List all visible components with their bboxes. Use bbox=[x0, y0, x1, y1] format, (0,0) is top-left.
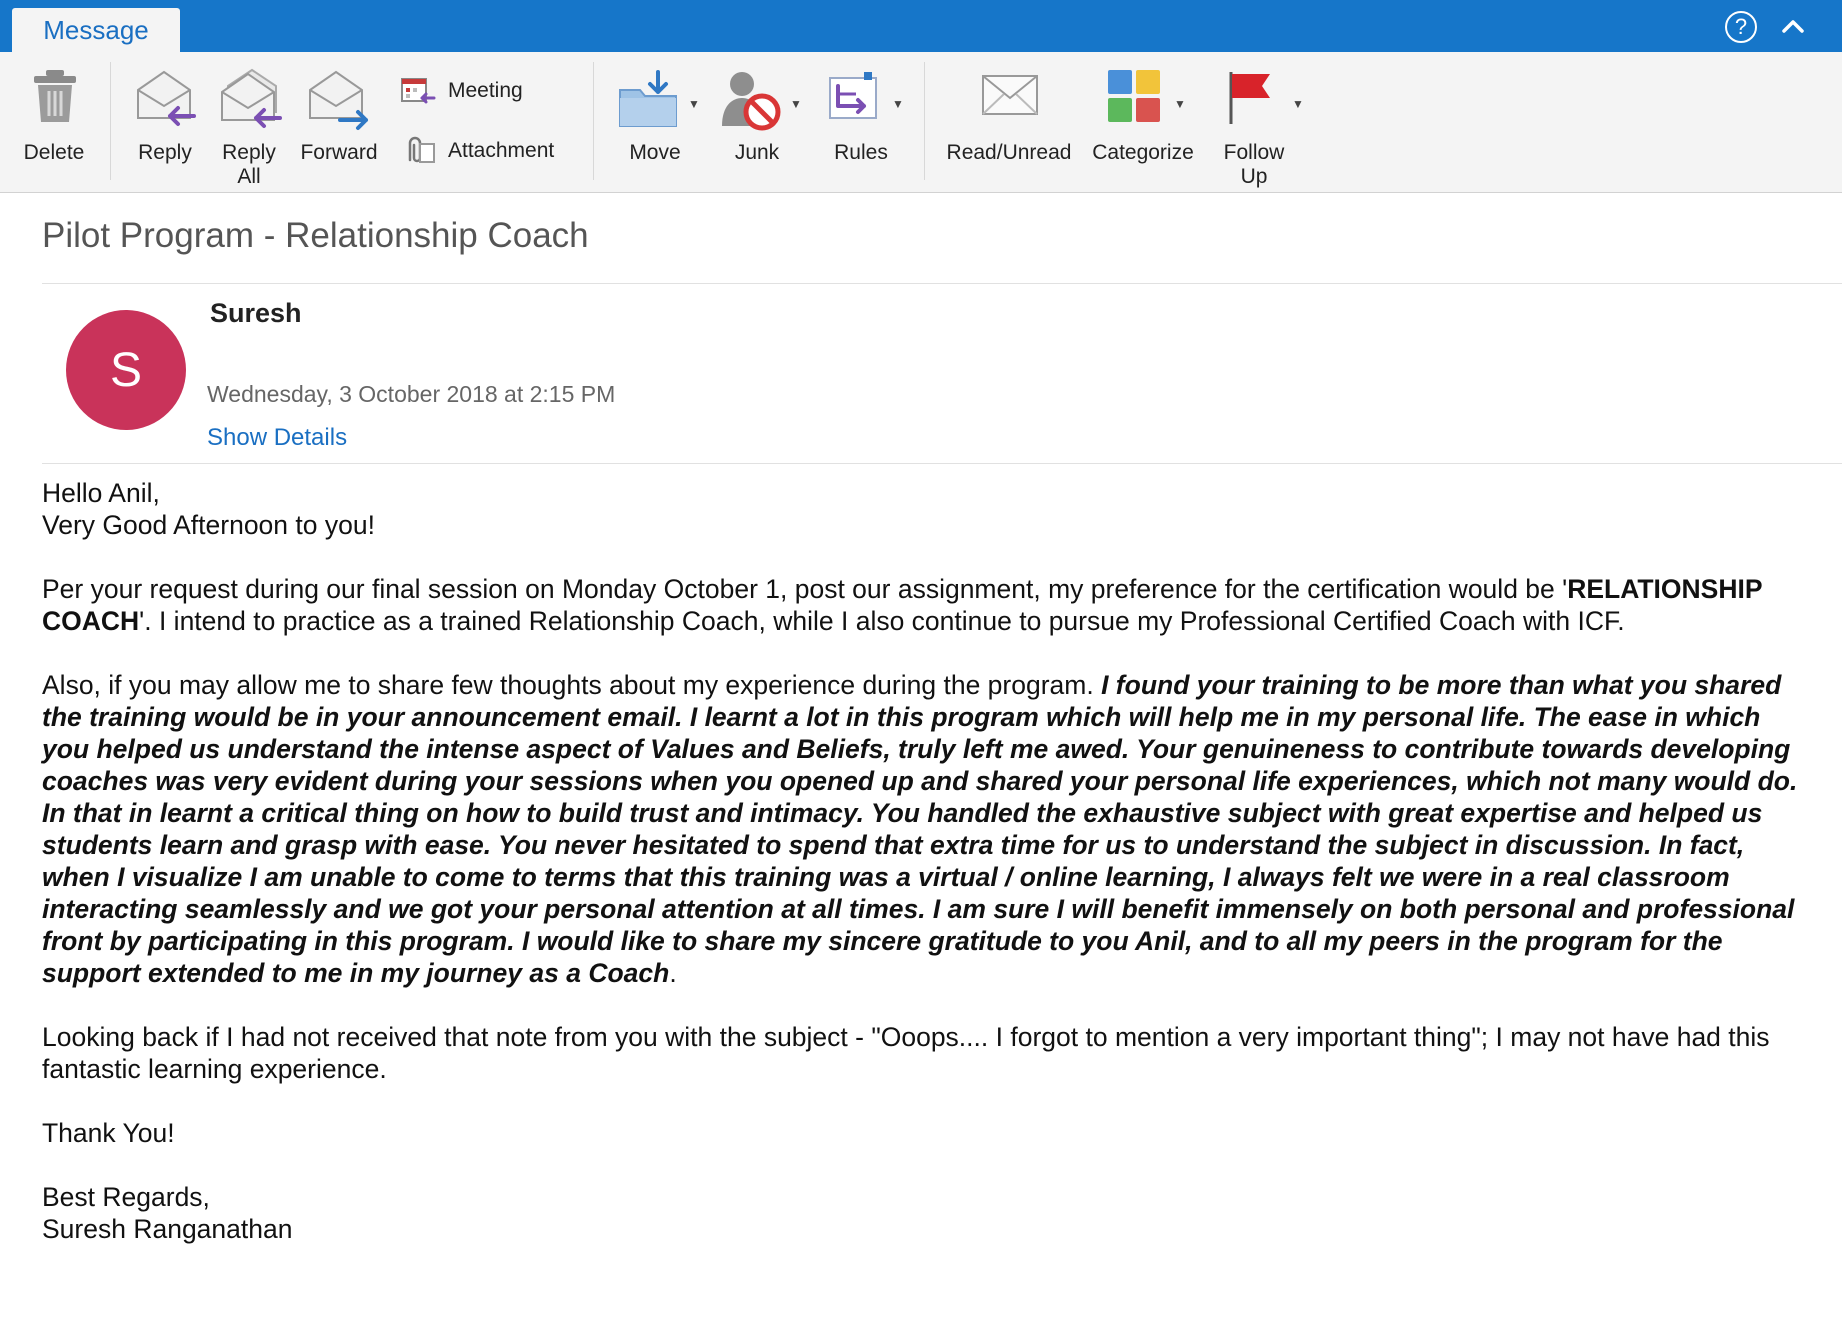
paperclip-icon bbox=[400, 136, 436, 166]
meeting-label: Meeting bbox=[448, 79, 523, 102]
body-paragraph-1 bbox=[42, 573, 1812, 637]
rules-icon bbox=[826, 68, 886, 132]
rules-label: Rules bbox=[834, 141, 888, 164]
reply-icon bbox=[134, 68, 198, 132]
reply-all-label bbox=[208, 141, 290, 189]
body-paragraph-2 bbox=[42, 669, 1812, 989]
move-dropdown-icon[interactable]: ▼ bbox=[688, 97, 700, 111]
body-p1-end: '. I intend to practice as a trained Relationship Coach, while I also continue to pursue my Professional Certified Coach with ICF. bbox=[139, 606, 1625, 636]
body-thanks: Thank You! bbox=[42, 1118, 175, 1148]
message-date: Wednesday, 3 October 2018 at 2:15 PM bbox=[207, 381, 616, 407]
reply-all-icon bbox=[218, 68, 284, 132]
forward-button[interactable] bbox=[294, 52, 384, 192]
rules-dropdown-icon[interactable]: ▼ bbox=[892, 97, 904, 111]
trash-icon bbox=[32, 68, 78, 124]
follow-up-label-line1: Follow bbox=[1223, 141, 1285, 164]
help-icon[interactable]: ? bbox=[1725, 11, 1757, 43]
reply-label: Reply bbox=[138, 141, 192, 164]
junk-label: Junk bbox=[734, 141, 780, 164]
tab-message[interactable]: Message bbox=[12, 8, 180, 52]
ribbon-divider bbox=[924, 62, 925, 180]
move-label: Move bbox=[629, 141, 681, 164]
envelope-icon bbox=[980, 68, 1040, 118]
read-unread-button[interactable] bbox=[942, 52, 1076, 192]
reply-all-button[interactable] bbox=[208, 52, 290, 192]
read-unread-label: Read/Unread bbox=[946, 141, 1072, 164]
categorize-dropdown-icon[interactable]: ▼ bbox=[1174, 97, 1186, 111]
title-bar bbox=[0, 0, 1842, 52]
header-divider bbox=[42, 283, 1842, 284]
ribbon-divider bbox=[593, 62, 594, 180]
body-greeting: Hello Anil, bbox=[42, 478, 160, 508]
body-greeting-2: Very Good Afternoon to you! bbox=[42, 510, 375, 540]
body-p1-start: Per your request during our final session on Monday October 1, post our assignment, my preference for the certification would be ' bbox=[42, 574, 1568, 604]
follow-up-label bbox=[1210, 141, 1298, 189]
attachment-label: Attachment bbox=[448, 139, 555, 162]
collapse-ribbon-icon[interactable] bbox=[1780, 14, 1806, 38]
attachment-button[interactable] bbox=[400, 136, 554, 166]
message-subject: Pilot Program - Relationship Coach bbox=[42, 216, 589, 255]
follow-up-button[interactable] bbox=[1210, 52, 1304, 192]
body-regards: Best Regards, bbox=[42, 1182, 210, 1212]
ribbon-divider bbox=[110, 62, 111, 180]
reply-all-label-line2: All bbox=[237, 165, 261, 188]
move-folder-icon bbox=[618, 68, 682, 132]
body-paragraph-3: Looking back if I had not received that note from you with the subject - "Ooops.... I forgot to mention a very important thing"; I may not have had this fantastic learning experience. bbox=[42, 1022, 1770, 1084]
follow-up-dropdown-icon[interactable]: ▼ bbox=[1292, 97, 1304, 111]
move-button[interactable] bbox=[612, 52, 698, 192]
body-signature: Suresh Ranganathan bbox=[42, 1214, 293, 1244]
body-p2-emphasis: I found your training to be more than what you shared the training would be in your announcement email. I learnt a lot in this program which will help me in my personal life. The ease in which you helped us understand the intense aspect of Values and Beliefs, truly left me awed. Your genuineness to contribute towards developing coaches was very evident during your sessions when you opened up and shared your personal life experiences, which not many would do. In that in learnt a critical thing on how to build trust and intimacy. You handled the exhaustive subject with great expertise and helped us students learn and grasp with ease. You never hesitated to spend that extra time for us to understand the subject in discussion. In fact, when I visualize I am unable to come to terms that this training was a virtual / online learning, I always felt we were in a real classroom interacting seamlessly and we got your personal attention at all times. I am sure I will benefit immensely on both personal and professional front by participating in this program. I would like to share my sincere gratitude to you Anil, and to all my peers in the program for the support extended to me in my journey as a Coach bbox=[42, 670, 1798, 988]
reply-all-label-line1: Reply bbox=[222, 141, 276, 164]
reply-button[interactable] bbox=[124, 52, 206, 192]
forward-label: Forward bbox=[300, 141, 378, 164]
forward-icon bbox=[306, 68, 372, 132]
categorize-button[interactable] bbox=[1086, 52, 1200, 192]
message-body bbox=[42, 477, 1812, 1245]
rules-button[interactable] bbox=[818, 52, 904, 192]
junk-button[interactable] bbox=[712, 52, 802, 192]
show-details-link[interactable]: Show Details bbox=[207, 424, 348, 451]
flag-icon bbox=[1226, 68, 1276, 126]
meeting-icon bbox=[400, 76, 436, 106]
body-p2-end: . bbox=[669, 958, 677, 988]
meeting-button[interactable] bbox=[400, 76, 523, 106]
sender-name: Suresh bbox=[210, 298, 302, 328]
header-divider bbox=[42, 463, 1842, 464]
ribbon-toolbar bbox=[0, 52, 1842, 193]
body-p1-bold: RELATIONSHIP COACH bbox=[42, 574, 1763, 636]
categorize-icon bbox=[1106, 68, 1164, 126]
junk-dropdown-icon[interactable]: ▼ bbox=[790, 97, 802, 111]
categorize-label: Categorize bbox=[1092, 141, 1194, 164]
delete-label: Delete bbox=[23, 141, 85, 164]
body-p2-start: Also, if you may allow me to share few thoughts about my experience during the program. bbox=[42, 670, 1102, 700]
junk-icon bbox=[720, 68, 784, 132]
delete-button[interactable] bbox=[12, 52, 96, 192]
follow-up-label-line2: Up bbox=[1240, 165, 1268, 188]
sender-avatar: S bbox=[66, 310, 186, 430]
